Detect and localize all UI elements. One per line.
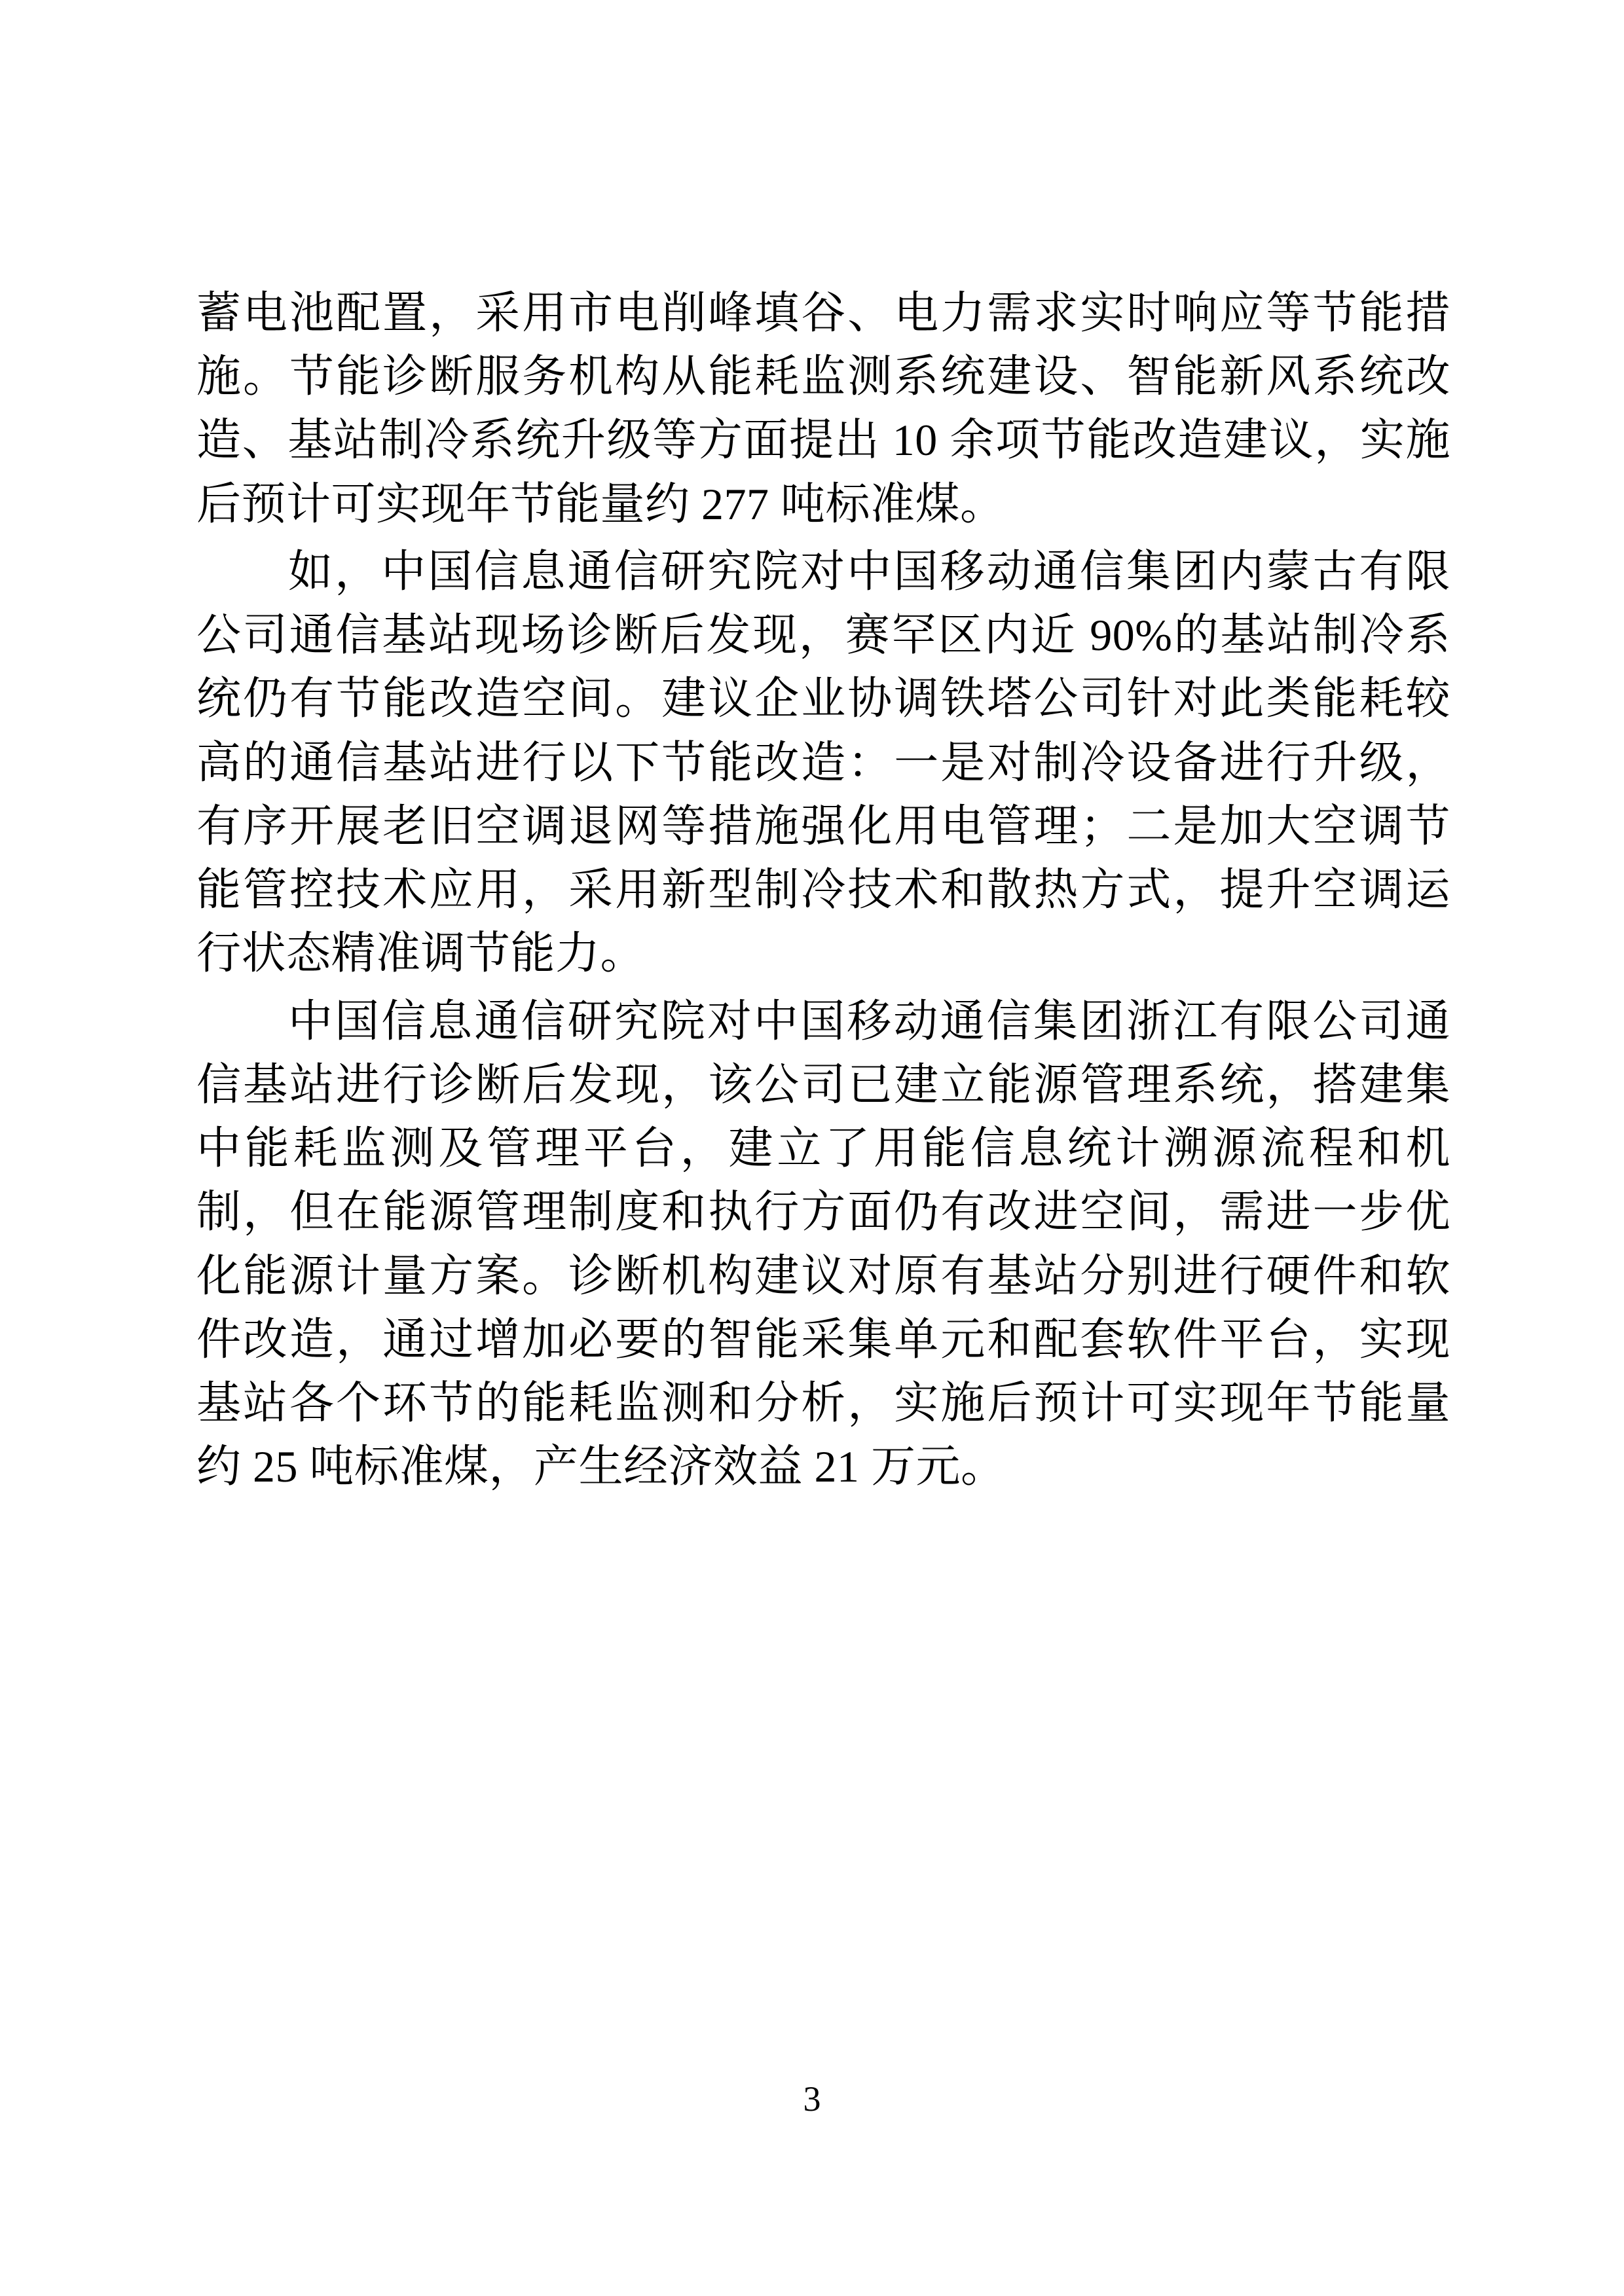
document-body [196, 282, 1450, 1499]
paragraph-3: 中国信息通信研究院对中国移动通信集团浙江有限公司通信基站进行诊断后发现，该公司已建立能源管理系统，搭建集中能耗监测及管理平台，建立了用能信息统计溯源流程和机制，但在能源管理制度和执行方面仍有改进空间，需进一步优化能源计量方案。诊断机构建议对原有基站分别进行硬件和软件改造，通过增加必要的智能采集单元和配套软件平台，实现基站各个环节的能耗监测和分析，实施后预计可实现年节能量约 25 吨标准煤，产生经济效益 21 万元。 [196, 996, 1450, 1492]
paragraph-1: 蓄电池配置，采用市电削峰填谷、电力需求实时响应等节能措施。节能诊断服务机构从能耗监测系统建设、智能新风系统改造、基站制冷系统升级等方面提出 10 余项节能改造建议，实施后预计可实现年节能量约 277 吨标准煤。 [196, 288, 1450, 529]
page-footer [0, 2079, 1624, 2119]
paragraph-2: 如，中国信息通信研究院对中国移动通信集团内蒙古有限公司通信基站现场诊断后发现，赛罕区内近 90%的基站制冷系统仍有节能改造空间。建议企业协调铁塔公司针对此类能耗较高的通信基站进行以下节能改造：一是对制冷设备进行升级，有序开展老旧空调退网等措施强化用电管理；二是加大空调节能管控技术应用，采用新型制冷技术和散热方式，提升空调运行状态精准调节能力。 [196, 546, 1450, 979]
page-number: 3 [803, 2079, 821, 2119]
